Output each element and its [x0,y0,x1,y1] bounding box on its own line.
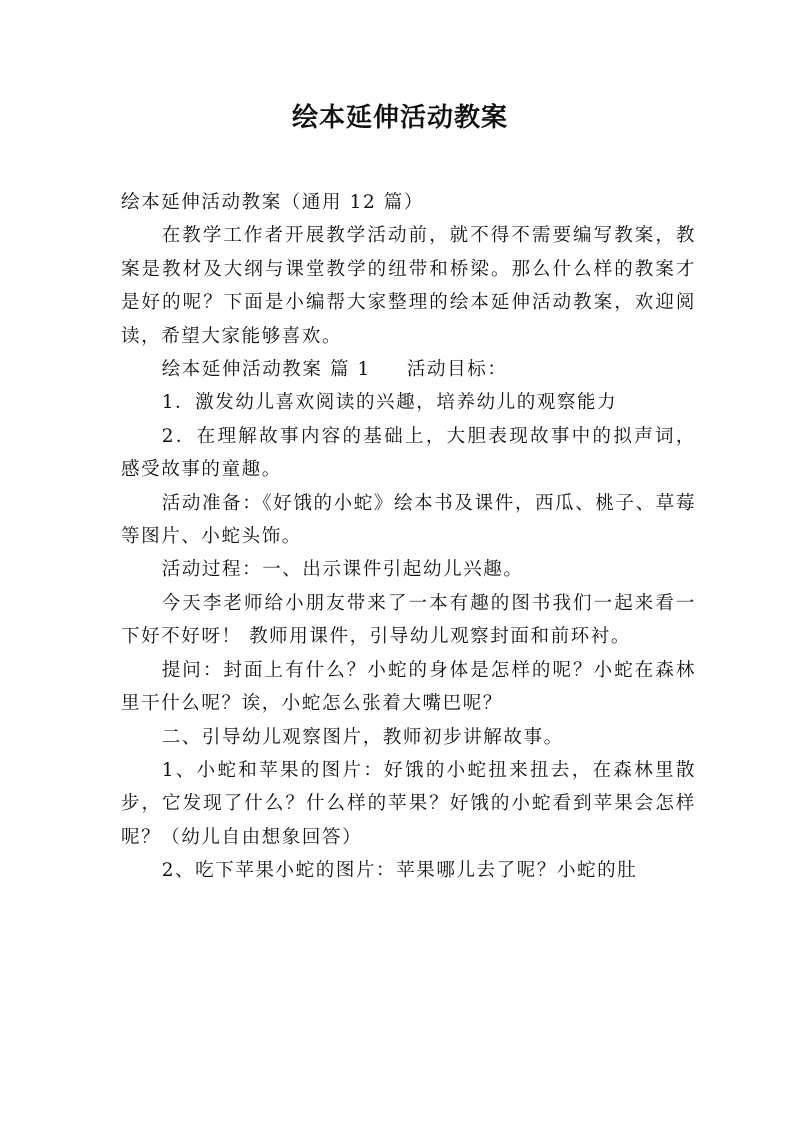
goal-2: 2．在理解故事内容的基础上，大胆表现故事中的拟声词，感受故事的童趣。 [121,425,696,481]
section-heading: 绘本延伸活动教案 篇 1 [161,359,371,381]
paragraph-5: 2、吃下苹果小蛇的图片：苹果哪儿去了呢？小蛇的肚 [161,860,638,882]
intro-paragraph: 在教学工作者开展教学活动前，就不得不需要编写教案，教案是教材及大纲与课堂教学的纽带和桥梁。那么什么样的教案才是好的呢？下面是小编帮大家整理的绘本延伸活动教案，欢迎阅读，希望大家能够喜欢。 [121,225,696,347]
document-subtitle: 绘本延伸活动教案（通用 12 篇） [121,192,425,213]
preparation-paragraph: 活动准备：《好饿的小蛇》绘本书及课件，西瓜、桃子、草莓等图片、小蛇头饰。 [121,492,696,548]
document-title: 绘本延伸活动教案 [291,103,508,133]
paragraph-2: 提问：封面上有什么？小蛇的身体是怎样的呢？小蛇在森林里干什么呢？诶，小蛇怎么张着大嘴巴呢？ [121,659,696,715]
process-paragraph: 活动过程：一、出示课件引起幼儿兴趣。 [161,559,524,581]
document-body [121,186,696,888]
section-heading-line [121,353,696,386]
goals-label: 活动目标： [406,359,508,381]
paragraph-3: 二、引导幼儿观察图片，教师初步讲解故事。 [161,726,564,748]
paragraph-1: 今天李老师给小朋友带来了一本有趣的图书我们一起来看一下好不好呀！ 教师用课件，引导幼儿观察封面和前环衬。 [121,592,696,648]
paragraph-4: 1、小蛇和苹果的图片：好饿的小蛇扭来扭去，在森林里散步，它发现了什么？什么样的苹果？好饿的小蛇看到苹果会怎样呢？（幼儿自由想象回答） [121,759,696,848]
goal-1: 1．激发幼儿喜欢阅读的兴趣，培养幼儿的观察能力 [161,392,618,414]
